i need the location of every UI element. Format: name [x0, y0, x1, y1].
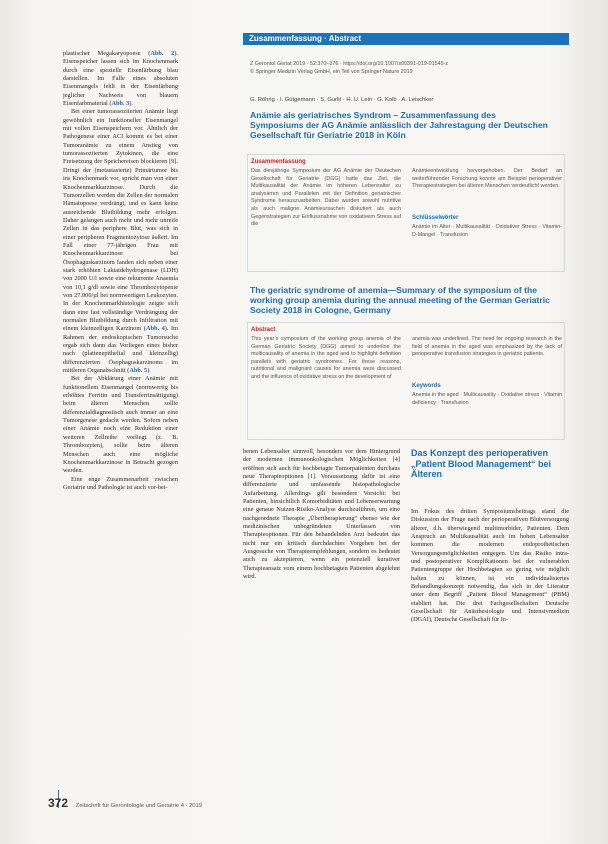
figure-ref-abb-2[interactable]: Abb. 2 [150, 50, 175, 57]
left-text-1: plastischer Megakaryopoese ( [63, 50, 151, 57]
right-paragraph: Im Fokus des dritten Symposiumsbeitrags stand die Diskussion der Frage nach der perioperativen Blutversorgung älterer, d.h. überwiegend multimorbider, Patienten. Dem Anspruch an Multikausalität auch im hohen Lebensalter kommen die modernen endoprothetischen Versorgungsmöglichkeiten entgegen. Um das Risiko intra- und postoperativer Komplikationen bei der vulnerablen Patientengruppe der Hochbetagten so gering wie möglich halten zu können, ist ein individualisiertes Behandlungskonzept notwendig, das sich in der Literatur unter dem Begriff „Patient Blood Management“ (PBM) etabliert hat. Die drei Fachgesellschaften Deutsche Gesellschaft für Anästhesiologie und Intensivmedizin (DGAI), Deutsche Gesellschaft für In- [411, 508, 569, 624]
figure-ref-abb-4[interactable]: Abb. 4 [145, 325, 165, 333]
page-footer [48, 796, 568, 810]
author-list: G. Röhrig · I. Gütgemann · S. Gurlit · H. U. Lein · G. Kolb · A. Leischker [250, 97, 434, 103]
english-title: The geriatric syndrome of anemia—Summary of the symposium of the working group anemia during the annual meeting of the German Geriatric Society 2018 in Cologne, Germany [250, 285, 550, 315]
schluesselwoerter-text: Anämie im Alter · Multikausalität · Oxidativer Stress · Vitamin-D-Mangel · Transfusion [412, 224, 562, 238]
abstract-header-bar: Zusammenfassung · Abstract [243, 33, 569, 45]
page-number: 372 [48, 796, 69, 810]
abstract-text-left: This year’s symposium of the working group anemia of the German Geriatric Society (DGG) aimed to underline the multicausality of anemia in the aged and to highlight definition parallels with geriatric syndromes. For these reasons, nutritional and malignant causes for anemia were discussed and the influence of oxidative stress on the development of [251, 336, 401, 380]
figure-ref-abb-3[interactable]: Abb. 3 [111, 100, 130, 108]
left-text-2: ). Eisenspeicher lassen sich im Knochenmark durch eine spezielle Eisenfärbung blau darstellen. Im Falle eines absoluten Eisenmangels fehlt in der Eisenfärbung jeglicher Nachweis von blauem Eisenfarbmaterial ( [63, 50, 178, 108]
right-body-column [411, 508, 569, 806]
left-text-4: Bei einer tumorassoziierten Anämie liegt gewöhnlich ein funktioneller Eisenmangel mit vollen Eisenspeichern vor. Ähnlich der Pathogenese einer ACI kommt es bei einer Tumoranämie zu einem Anstieg von tumorassoziierten Zytokinen, die eine Freisetzung der Speichereisen blockieren [9]. Dringt der (metastasierte) Primärtumor bis ins Knochenmark vor, spricht man von einer Knochenmarkkarzinose. Durch die Tumorzellen werden die Zellen der normalen Hämatopoese verdrängt, und es kann keine ausreichende Blutbildung mehr erfolgen. Daher gelangen auch mehr und mehr unreife Zellen in das periphere Blut, was sich in einer peripheren Fragmentozytose äußert. Im Fall einer 77-jährigen Frau mit Knochenmarkkarzinose bei Ösophaguskarzinom fanden sich neben einer stark erhöhten Laktatdehydrogenase (LDH) von 2000 U/l sowie eine rekurrente Anaemia von 10,1 g/dl sowie eine Thrombozytopenie von 27.000/µl bei normwertigen Leukozyten. In der Knochenmarkhistologie zeigte sich dann eine fast vollständige Verdrängung der normalen Blutbildung durch Infiltration mit einem kleinzelligen Karzinom ( [63, 108, 178, 333]
schluesselwoerter-heading: Schlüsselwörter [412, 215, 459, 221]
citation-doi[interactable]: Z Gerontol Geriat 2019 · 52:370–376 · https://doi.org/10.1007/s00391-019-01545-z [250, 61, 449, 67]
left-paragraph-3: Bei der Abklärung einer Anämie mit funktionellem Eisenmangel (normwertig bis erhöhtes Ferritin und Transferrinsättigung) beim älteren Menschen sollte differenzialdiagnostisch auch immer an eine Tumorgenese gedacht werden. Sofern neben einer Anämie noch eine Reduktion einer weiteren Zellreihe vorliegt (z. B. Thrombozyten), sollte beim älteren Menschen auch eine mögliche Knochenmarkkarzinose in Betracht gezogen werden. [63, 375, 178, 475]
left-paragraph-2 [63, 108, 178, 375]
journal-name: Zeitschrift für Gerontologie und Geriatrie 4 · 2019 [75, 803, 202, 809]
middle-paragraph: benen Lebensalter sinnvoll, besonders vor dem Hintergrund der modernen immunonkologischen Möglichkeiten [4] eröffnen sich auch für hochbetagte Tumorpatienten durchaus neue Therapieoptionen [1]. Voraussetzung dafür ist eine differenzierte und umfassende histopathologische Aufarbeitung. Allerdings gilt besondere Vorsicht: bei Patienten, hinsichtlich Komorbiditäten und Lebenserwartung eine genaue Nutzen-Risiko-Analyse durchzuführen, um eine nachgeordnete Therapie „Übertherapierung“ ebenso wie der medizinischen unbegründeten Unterlassen von Therapieoptionen. Für den behandelnden Arzt bedeutet das nicht nur ein kritisch durchdachtes Vorgehen bei der Ausgesuche von Therapieempfehlungen, sondern es bedeutet auch zu akzeptieren, wenn ein potenziell kurativer Therapieansatz vom einem hochbetagten Patienten abgelehnt wird. [243, 448, 400, 581]
left-text-3: ). [129, 100, 133, 108]
keywords-text: Anemia in the aged · Multicausality · Oxidative stress · Vitamin deficiency · Transfusion [412, 392, 562, 406]
keywords-heading: Keywords [412, 383, 441, 389]
german-abstract-box [247, 154, 565, 272]
left-text-5: ). Im Rahmen der endoskopischen Tumorsuche ergab sich dann das Vorliegen eines bisher nach (plattenepithelial und kleinzellig) differenzierten Ösophaguskarzinoms im mittleren Organabschnitt ( [63, 325, 178, 375]
left-paragraph-4: Eine enge Zusammenarbeit zwischen Geriatrie und Pathologie ist auch vor-bei- [63, 475, 178, 491]
figure-ref-abb-5[interactable]: Abb. 5 [129, 367, 148, 375]
left-body-column [63, 50, 178, 778]
left-text-6: ). [147, 367, 151, 375]
left-paragraph-1 [63, 50, 178, 108]
zusammenfassung-text-left: Das diesjährige Symposium der AG Anämie der Deutschen Gesellschaft für Geriatrie (DGG) hatte das Ziel, die Multikausalität der Anämie im höheren Lebensalter zu analysieren und Parallelen mit der Definition geriatrischer Syndrome herauszuarbeiten. Dabei wurden sowohl nutritive als auch maligne Anämieursachen diskutiert als auch Gegenstrategien zur Einflussnahme von oxidativem Stress auf die [251, 168, 401, 228]
citation-block [250, 60, 560, 76]
abstract-heading: Abstract [251, 327, 276, 333]
citation-copyright: © Springer Medizin Verlag GmbH, ein Teil von Springer Nature 2019 [250, 69, 413, 75]
abstract-text-right: anemia was underlined. The need for ongoing research in the field of anemia in the aged was emphasized by the lack of perioperative transfusion strategies in geriatric patients. [412, 336, 562, 358]
german-title: Anämie als geriatrisches Syndrom – Zusammenfassung des Symposiums der AG Anämie anlässlich der Jahrestagung der Deutschen Gesellschaft für Geriatrie 2018 in Köln [250, 110, 548, 140]
section-heading: Das Konzept des perioperativen „Patient Blood Management“ bei Älteren [411, 448, 552, 479]
zusammenfassung-heading: Zusammenfassung [251, 159, 306, 165]
zusammenfassung-text-right: Anämieentwicklung hervorgehoben. Der Bedarf an weiterführender Forschung konnte am Beispiel perioperativer Therapiestrategien bei älteren Menschen verdeutlicht werden. [412, 168, 562, 190]
english-abstract-box [247, 322, 565, 440]
middle-body-column [243, 448, 400, 738]
